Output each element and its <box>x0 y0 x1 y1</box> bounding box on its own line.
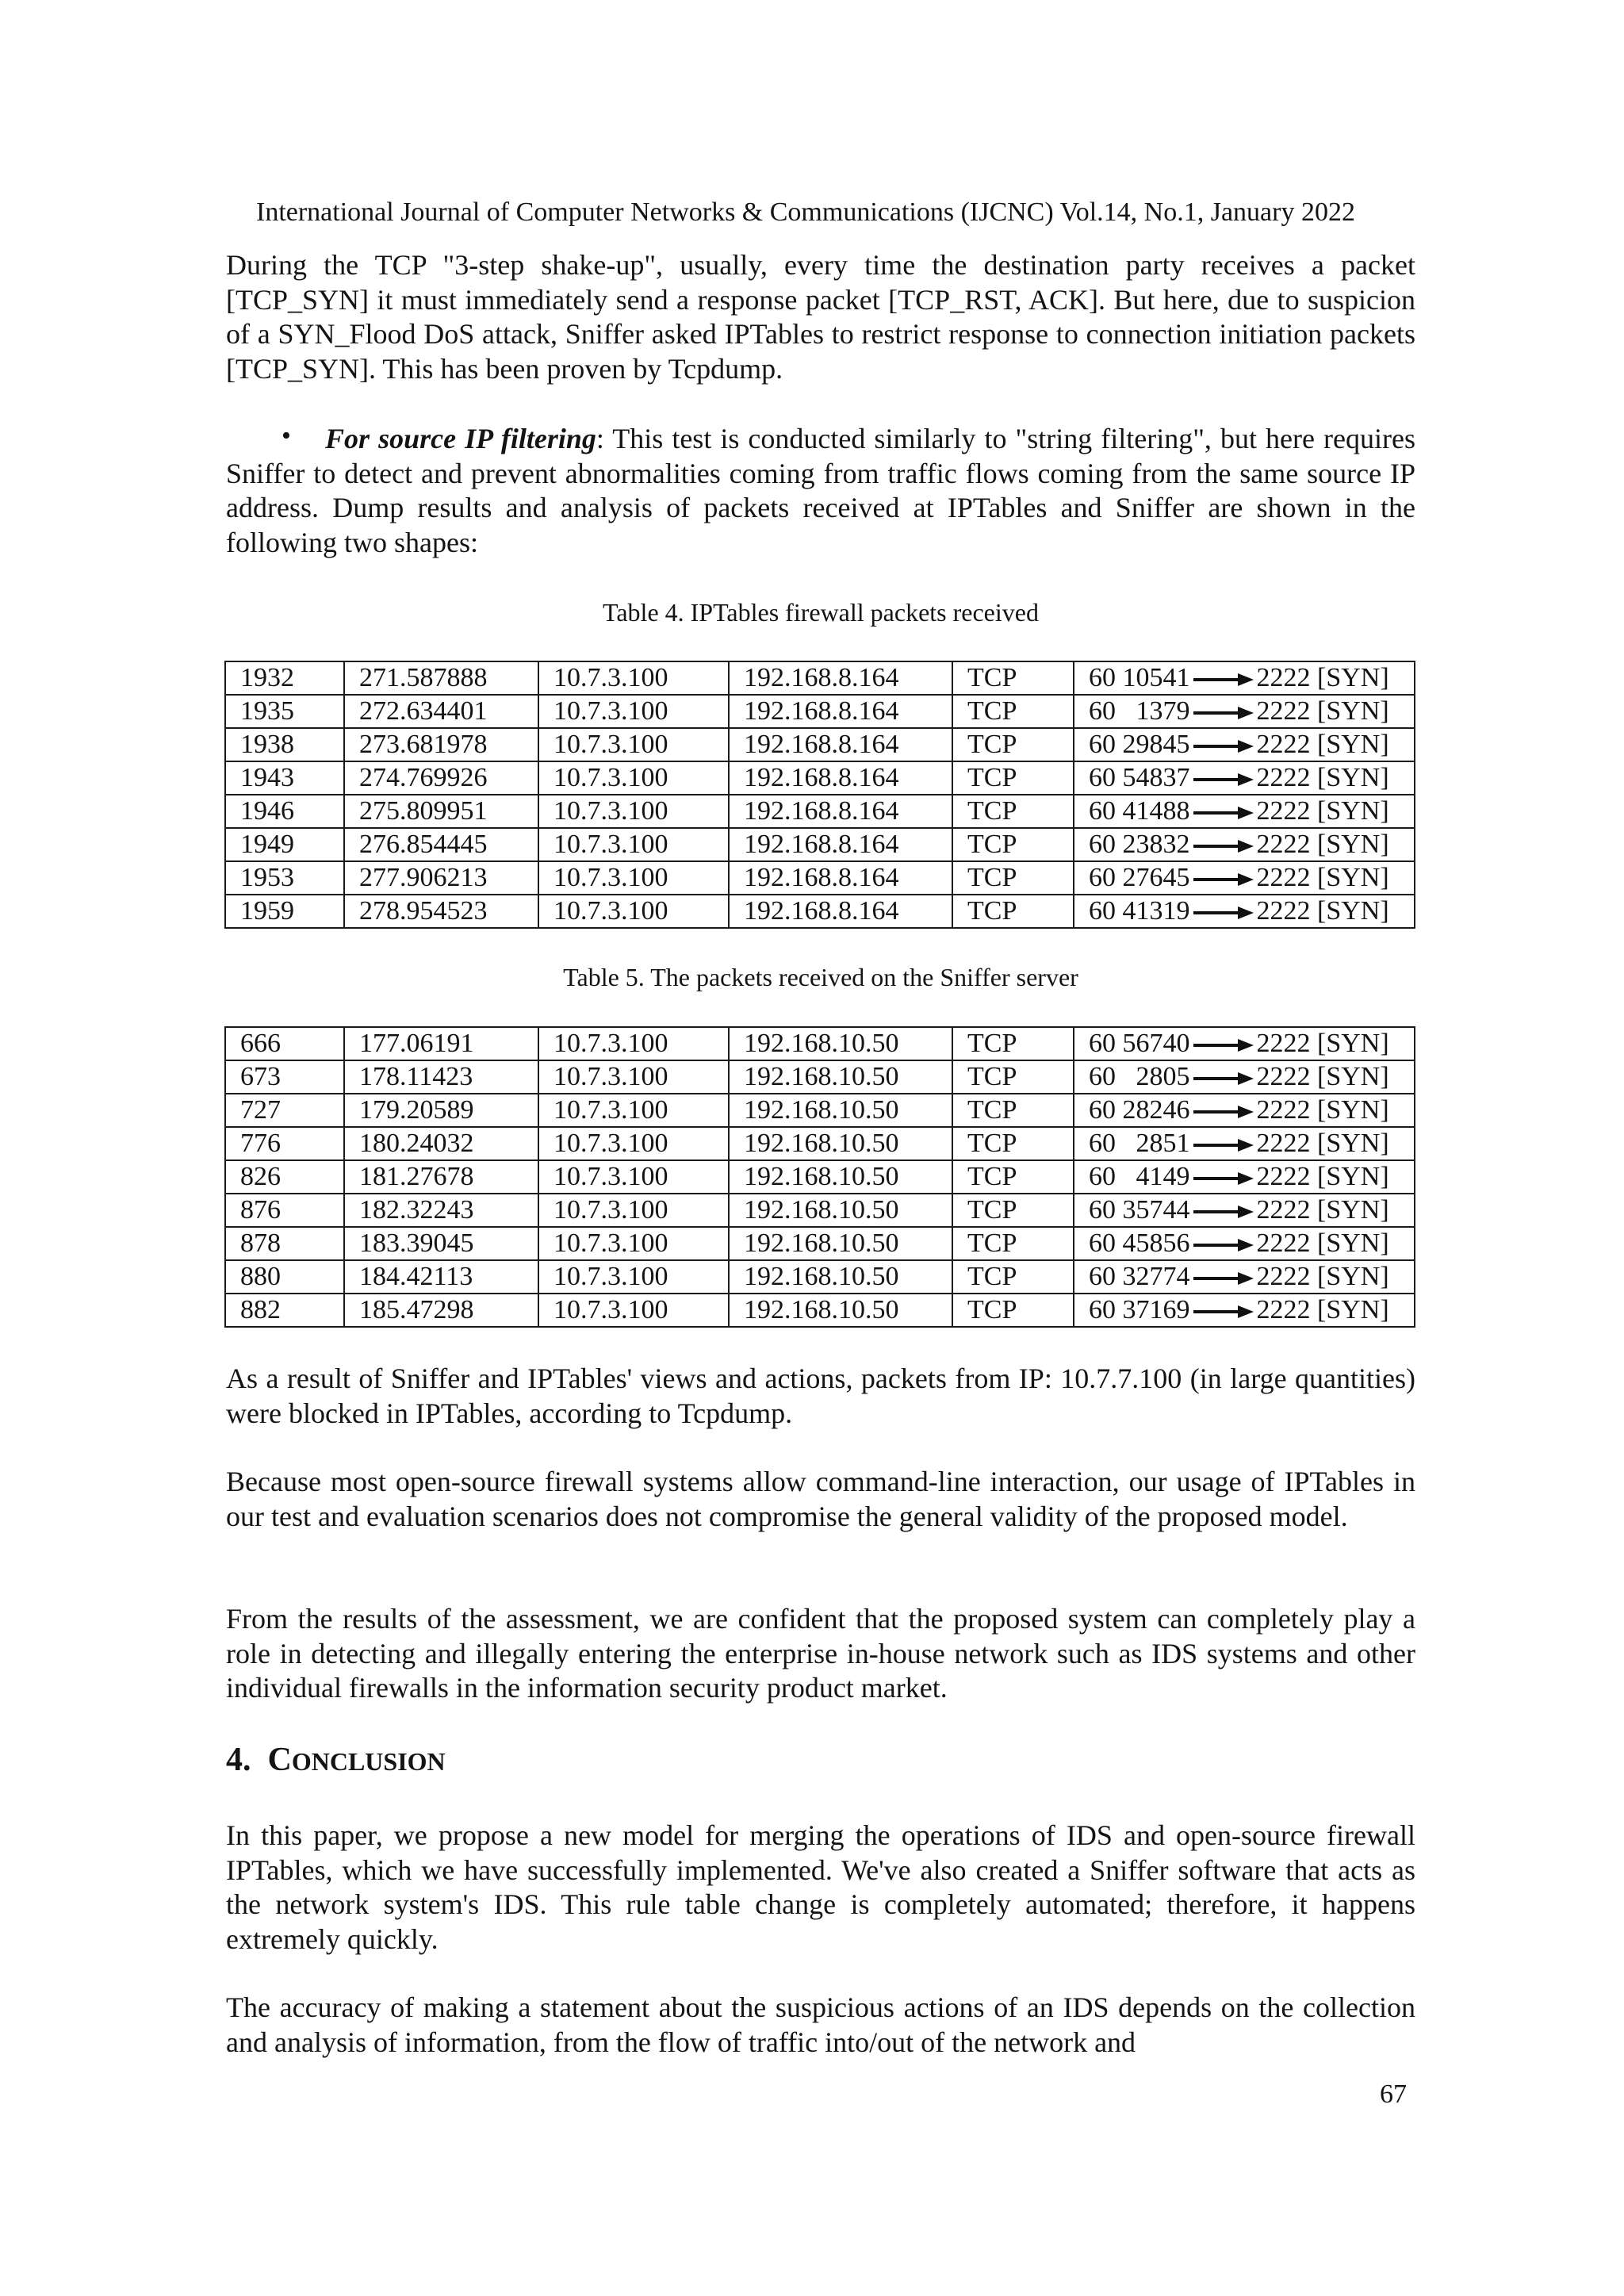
table-cell: 276.854445 <box>344 828 538 861</box>
table-cell-flow <box>1074 1160 1415 1194</box>
table-cell: TCP <box>952 795 1074 828</box>
section-number: 4. <box>226 1742 251 1778</box>
table-cell: 876 <box>225 1194 344 1227</box>
table-cell: TCP <box>952 1060 1074 1094</box>
table-cell: 278.954523 <box>344 895 538 928</box>
table-cell-flow <box>1074 795 1415 828</box>
table-row <box>225 828 1415 861</box>
arrow-right-icon <box>1193 1138 1254 1152</box>
table-cell: 192.168.10.50 <box>729 1027 952 1060</box>
arrow-right-icon <box>1193 1238 1254 1252</box>
table-cell: 192.168.8.164 <box>729 795 952 828</box>
flow-source: 60 41488 <box>1089 796 1190 826</box>
table-cell-flow <box>1074 828 1415 861</box>
table-cell: 192.168.10.50 <box>729 1094 952 1127</box>
table-cell-flow <box>1074 1227 1415 1260</box>
table-row <box>225 1160 1415 1194</box>
table-cell: 192.168.8.164 <box>729 861 952 895</box>
table-row <box>225 1294 1415 1327</box>
table-cell: 271.587888 <box>344 661 538 695</box>
arrow-right-icon <box>1193 872 1254 887</box>
table-cell: 10.7.3.100 <box>538 1194 729 1227</box>
flow-source: 60 10541 <box>1089 663 1190 692</box>
flow-destination: 2222 [SYN] <box>1256 663 1389 692</box>
table-cell-flow <box>1074 728 1415 761</box>
flow-destination: 2222 [SYN] <box>1256 896 1389 926</box>
table-cell: 192.168.10.50 <box>729 1260 952 1294</box>
flow-source: 60 32774 <box>1089 1262 1190 1291</box>
table-cell: TCP <box>952 1260 1074 1294</box>
table-cell-flow <box>1074 1094 1415 1127</box>
paragraph-tcp-handshake: During the TCP "3-step shake-up", usually, every time the destination party receives a packet [TCP_SYN] it must immediately send a response packet [TCP_RST, ACK]. But here, due to suspicion of a SYN_Flood DoS attack, Sniffer asked IPTables to restrict response to connection initiation packets [TCP_SYN]. This has been proven by Tcpdump. <box>226 249 1415 385</box>
table-cell: 192.168.10.50 <box>729 1127 952 1160</box>
table-cell: 183.39045 <box>344 1227 538 1260</box>
flow-destination: 2222 [SYN] <box>1256 1228 1389 1258</box>
table-cell: 1943 <box>225 761 344 795</box>
arrow-right-icon <box>1193 772 1254 787</box>
table-cell: TCP <box>952 1227 1074 1260</box>
flow-source: 60 28246 <box>1089 1095 1190 1125</box>
flow-source: 60 2805 <box>1089 1062 1190 1091</box>
table-row <box>225 795 1415 828</box>
table-row <box>225 1127 1415 1160</box>
flow-destination: 2222 [SYN] <box>1256 1062 1389 1091</box>
table-cell: 179.20589 <box>344 1094 538 1127</box>
flow-destination: 2222 [SYN] <box>1256 696 1389 726</box>
table5-caption: Table 5. The packets received on the Sniffer server <box>563 963 1078 991</box>
arrow-right-icon <box>1193 1305 1254 1319</box>
table-row <box>225 895 1415 928</box>
journal-header: International Journal of Computer Networks & Communications (IJCNC) Vol.14, No.1, January 2022 <box>256 197 1355 227</box>
table-row <box>225 1227 1415 1260</box>
table-cell: TCP <box>952 895 1074 928</box>
table-cell: 10.7.3.100 <box>538 1060 729 1094</box>
bullet-text: : This test is conducted similarly to "string filtering", but here requires Sniffer to detect and prevent abnormalities coming from traffic flows coming from the same source IP address. Dump results and analysis of packets received at IPTables and Sniffer are shown in the following two shapes: <box>226 423 1415 558</box>
table-cell: 185.47298 <box>344 1294 538 1327</box>
table-cell: 1938 <box>225 728 344 761</box>
table-cell: TCP <box>952 1294 1074 1327</box>
table-cell: 273.681978 <box>344 728 538 761</box>
table-cell: 826 <box>225 1160 344 1194</box>
table-cell: TCP <box>952 1027 1074 1060</box>
table-cell: TCP <box>952 695 1074 728</box>
table-cell: 192.168.10.50 <box>729 1060 952 1094</box>
table-cell-flow <box>1074 1060 1415 1094</box>
table-cell: TCP <box>952 761 1074 795</box>
table-cell: 272.634401 <box>344 695 538 728</box>
table-cell: 10.7.3.100 <box>538 895 729 928</box>
table-row <box>225 728 1415 761</box>
flow-destination: 2222 [SYN] <box>1256 1129 1389 1158</box>
flow-destination: 2222 [SYN] <box>1256 763 1389 792</box>
table-cell: 776 <box>225 1127 344 1160</box>
flow-destination: 2222 [SYN] <box>1256 1095 1389 1125</box>
table-cell-flow <box>1074 1260 1415 1294</box>
bullet-title: For source IP filtering <box>325 423 596 454</box>
table-row <box>225 1027 1415 1060</box>
table-cell: 10.7.3.100 <box>538 861 729 895</box>
paragraph-assessment-results: From the results of the assessment, we are confident that the proposed system can completely play a role in detecting and illegally entering the enterprise in-house network such as IDS systems and other individual firewalls in the information security product market. <box>226 1603 1415 1704</box>
arrow-right-icon <box>1193 1038 1254 1052</box>
arrow-right-icon <box>1193 739 1254 753</box>
arrow-right-icon <box>1193 1205 1254 1219</box>
flow-destination: 2222 [SYN] <box>1256 1029 1389 1058</box>
table-cell: TCP <box>952 1160 1074 1194</box>
table-cell: TCP <box>952 728 1074 761</box>
flow-destination: 2222 [SYN] <box>1256 1162 1389 1191</box>
table-cell: 666 <box>225 1027 344 1060</box>
flow-source: 60 29845 <box>1089 730 1190 759</box>
page-number: 67 <box>1380 2079 1407 2109</box>
table-cell-flow <box>1074 1194 1415 1227</box>
table-cell: 192.168.10.50 <box>729 1294 952 1327</box>
table-cell: TCP <box>952 828 1074 861</box>
table-cell-flow <box>1074 1027 1415 1060</box>
table-row <box>225 1060 1415 1094</box>
table-cell: 10.7.3.100 <box>538 828 729 861</box>
flow-destination: 2222 [SYN] <box>1256 1295 1389 1324</box>
table-cell: 10.7.3.100 <box>538 795 729 828</box>
table-cell: 1959 <box>225 895 344 928</box>
flow-destination: 2222 [SYN] <box>1256 830 1389 859</box>
table-cell: 192.168.8.164 <box>729 728 952 761</box>
table-cell: 10.7.3.100 <box>538 661 729 695</box>
table-cell: 10.7.3.100 <box>538 761 729 795</box>
flow-source: 60 45856 <box>1089 1228 1190 1258</box>
arrow-right-icon <box>1193 906 1254 920</box>
flow-source: 60 56740 <box>1089 1029 1190 1058</box>
paragraph-blocked-result: As a result of Sniffer and IPTables' views and actions, packets from IP: 10.7.7.100 (in large quantities) were blocked in IPTables, according to Tcpdump. <box>226 1363 1415 1429</box>
table-cell: 275.809951 <box>344 795 538 828</box>
arrow-right-icon <box>1193 1171 1254 1186</box>
table-cell: 180.24032 <box>344 1127 538 1160</box>
table-row <box>225 1194 1415 1227</box>
arrow-right-icon <box>1193 806 1254 820</box>
flow-source: 60 4149 <box>1089 1162 1190 1191</box>
table-cell-flow <box>1074 861 1415 895</box>
table-row <box>225 1094 1415 1127</box>
table-cell: 727 <box>225 1094 344 1127</box>
table-cell: 181.27678 <box>344 1160 538 1194</box>
table-cell: 673 <box>225 1060 344 1094</box>
table-cell: 10.7.3.100 <box>538 1260 729 1294</box>
table-cell: 192.168.8.164 <box>729 661 952 695</box>
table-cell: 10.7.3.100 <box>538 1227 729 1260</box>
table-row <box>225 661 1415 695</box>
arrow-right-icon <box>1193 673 1254 687</box>
table-cell: 192.168.8.164 <box>729 895 952 928</box>
table-cell: 192.168.10.50 <box>729 1160 952 1194</box>
table-cell: 10.7.3.100 <box>538 1027 729 1060</box>
table-cell: 192.168.10.50 <box>729 1227 952 1260</box>
table-cell: 10.7.3.100 <box>538 728 729 761</box>
table-cell: 10.7.3.100 <box>538 1160 729 1194</box>
table-cell: 192.168.8.164 <box>729 761 952 795</box>
section-title-initial: C <box>267 1742 292 1778</box>
table-cell-flow <box>1074 661 1415 695</box>
table-cell-flow <box>1074 761 1415 795</box>
table-cell: 882 <box>225 1294 344 1327</box>
table-cell: TCP <box>952 861 1074 895</box>
table-cell: 10.7.3.100 <box>538 1294 729 1327</box>
flow-destination: 2222 [SYN] <box>1256 863 1389 892</box>
bullet-marker: • <box>282 421 291 450</box>
flow-source: 60 23832 <box>1089 830 1190 859</box>
table4-iptables-packets <box>224 661 1415 929</box>
flow-source: 60 1379 <box>1089 696 1190 726</box>
paragraph-conclusion-accuracy: The accuracy of making a statement about the suspicious actions of an IDS depends on the collection and analysis of information, from the flow of traffic into/out of the network and <box>226 1991 1415 2058</box>
arrow-right-icon <box>1193 706 1254 720</box>
table-cell: 192.168.8.164 <box>729 828 952 861</box>
flow-source: 60 2851 <box>1089 1129 1190 1158</box>
table-cell: 178.11423 <box>344 1060 538 1094</box>
flow-source: 60 37169 <box>1089 1295 1190 1324</box>
table-cell: 274.769926 <box>344 761 538 795</box>
table-cell: 1932 <box>225 661 344 695</box>
table-cell: TCP <box>952 1194 1074 1227</box>
table-cell: 10.7.3.100 <box>538 1094 729 1127</box>
table-cell: 10.7.3.100 <box>538 695 729 728</box>
table5-sniffer-packets <box>224 1026 1415 1328</box>
flow-source: 60 54837 <box>1089 763 1190 792</box>
table-cell: 880 <box>225 1260 344 1294</box>
table-cell: 1935 <box>225 695 344 728</box>
table4-caption: Table 4. IPTables firewall packets received <box>603 598 1039 627</box>
table-cell: 1946 <box>225 795 344 828</box>
flow-source: 60 27645 <box>1089 863 1190 892</box>
table-cell: TCP <box>952 1127 1074 1160</box>
flow-source: 60 41319 <box>1089 896 1190 926</box>
arrow-right-icon <box>1193 1105 1254 1119</box>
table-cell: 182.32243 <box>344 1194 538 1227</box>
table-cell: 1953 <box>225 861 344 895</box>
table-cell: 1949 <box>225 828 344 861</box>
paragraph-open-source-firewalls: Because most open-source firewall systems allow command-line interaction, our usage of IPTables in our test and evaluation scenarios does not compromise the general validity of the proposed model. <box>226 1466 1415 1532</box>
paragraph-source-ip-filtering <box>226 422 1415 560</box>
arrow-right-icon <box>1193 839 1254 853</box>
flow-destination: 2222 [SYN] <box>1256 796 1389 826</box>
table-cell-flow <box>1074 1294 1415 1327</box>
table-cell-flow <box>1074 695 1415 728</box>
table-row <box>225 861 1415 895</box>
flow-destination: 2222 [SYN] <box>1256 730 1389 759</box>
section-heading-conclusion <box>226 1741 446 1779</box>
table-cell: 192.168.8.164 <box>729 695 952 728</box>
table-cell: TCP <box>952 661 1074 695</box>
table-row <box>225 1260 1415 1294</box>
table-cell: 10.7.3.100 <box>538 1127 729 1160</box>
table-row <box>225 761 1415 795</box>
flow-source: 60 35744 <box>1089 1195 1190 1225</box>
section-title-smallcaps: ONCLUSION <box>291 1747 446 1776</box>
flow-destination: 2222 [SYN] <box>1256 1262 1389 1291</box>
table-row <box>225 695 1415 728</box>
paragraph-conclusion-model: In this paper, we propose a new model for merging the operations of IDS and open-source firewall IPTables, which we have successfully implemented. We've also created a Sniffer software that acts as the network system's IDS. This rule table change is completely automated; therefore, it happens extremely quickly. <box>226 1819 1415 1955</box>
flow-destination: 2222 [SYN] <box>1256 1195 1389 1225</box>
table-cell: TCP <box>952 1094 1074 1127</box>
table-cell: 277.906213 <box>344 861 538 895</box>
arrow-right-icon <box>1193 1071 1254 1086</box>
arrow-right-icon <box>1193 1271 1254 1286</box>
table-cell-flow <box>1074 1127 1415 1160</box>
table-cell: 878 <box>225 1227 344 1260</box>
table-cell: 192.168.10.50 <box>729 1194 952 1227</box>
table-cell: 177.06191 <box>344 1027 538 1060</box>
table-cell-flow <box>1074 895 1415 928</box>
table-cell: 184.42113 <box>344 1260 538 1294</box>
